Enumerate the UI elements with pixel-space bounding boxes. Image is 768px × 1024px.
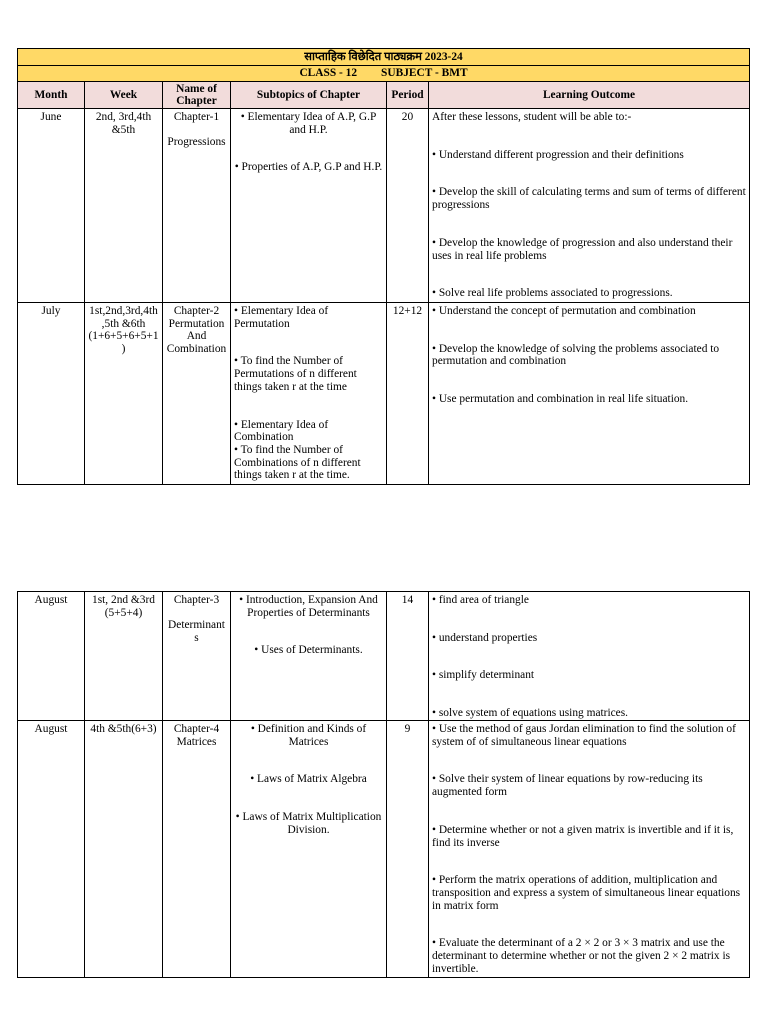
- subtopic-item: • To find the Number of Combinations of n different things taken r at the time.: [234, 443, 361, 482]
- month-cell: August: [18, 721, 85, 978]
- outcome-item: • solve system of equations using matrices.: [432, 707, 629, 720]
- column-header-month: Month: [18, 82, 85, 109]
- outcome-cell: [429, 592, 750, 721]
- outcome-cell: [429, 721, 750, 978]
- outcome-item: • Solve their system of linear equations by row-reducing its augmented form: [432, 773, 703, 799]
- column-header-row: [18, 82, 750, 109]
- column-header-chapter: Name of Chapter: [163, 82, 231, 109]
- period-cell: 12+12: [387, 303, 429, 485]
- subtopic-item: • Laws of Matrix Algebra: [250, 773, 367, 786]
- chapter-cell: [163, 303, 231, 485]
- chapter-name: Progressions: [167, 136, 226, 149]
- outcome-item: • Evaluate the determinant of a 2 × 2 or 3 × 3 matrix and use the determinant to determine whether or not the given 2 × 2 matrix is invertible.: [432, 937, 731, 975]
- outcome-item: • Develop the knowledge of progression and also understand their uses in real life problems: [432, 236, 733, 262]
- outcome-item: • Develop the skill of calculating terms and sum of terms of different progressions: [432, 186, 746, 212]
- month-cell: August: [18, 592, 85, 721]
- outcome-item: • understand properties: [432, 631, 538, 644]
- column-header-period: Period: [387, 82, 429, 109]
- outcome-item: • Understand the concept of permutation and combination: [432, 305, 696, 317]
- class-label: CLASS - 12: [299, 67, 358, 79]
- subtopic-item: • Properties of A.P, G.P and H.P.: [234, 161, 383, 174]
- week-cell: 1st, 2nd &3rd (5+5+4): [85, 592, 163, 721]
- outcome-intro: After these lessons, student will be able to:-: [432, 111, 632, 123]
- outcome-item: • find area of triangle: [432, 594, 529, 606]
- chapter-name: Permutation And Combination: [166, 317, 227, 356]
- period-cell: 14: [387, 592, 429, 721]
- row-june: [18, 109, 750, 303]
- title-row: [18, 49, 750, 66]
- chapter-name: Determinants: [168, 619, 225, 645]
- subtopic-item: • Elementary Idea of A.P, G.P and H.P.: [240, 111, 377, 136]
- subtopic-item: • Elementary Idea of Permutation: [234, 305, 329, 330]
- chapter-cell: [163, 109, 231, 303]
- column-header-outcome: Learning Outcome: [429, 82, 750, 109]
- month-cell: June: [18, 109, 85, 303]
- outcome-item: • simplify determinant: [432, 669, 535, 682]
- outcome-item: • Use the method of gaus Jordan elimination to find the solution of system of of simultaneous linear equations: [432, 723, 736, 748]
- subtopics-cell: [231, 303, 387, 485]
- week-cell: 2nd, 3rd,4th &5th: [85, 109, 163, 303]
- subtopic-item: • To find the Number of Permutations of n different things taken r at the time: [234, 355, 357, 393]
- subtopic-item: • Introduction, Expansion And Properties of Determinants: [239, 594, 378, 619]
- month-cell: July: [18, 303, 85, 485]
- class-subject-band: [18, 66, 750, 82]
- row-august-determinants: [18, 592, 750, 721]
- outcome-item: • Determine whether or not a given matrix is invertible and if it is, find its inverse: [432, 823, 734, 849]
- class-subject-row: [18, 66, 750, 82]
- period-cell: 9: [387, 721, 429, 978]
- week-cell: 1st,2nd,3rd,4th ,5th &6th (1+6+5+6+5+1 ): [85, 303, 163, 485]
- document-title: साप्ताहिक विछेदित पाठ्यक्रम 2023-24: [304, 50, 463, 63]
- column-header-subtopics: Subtopics of Chapter: [231, 82, 387, 109]
- subtopics-cell: [231, 721, 387, 978]
- row-august-matrices: [18, 721, 750, 978]
- row-july: [18, 303, 750, 485]
- subtopic-item: • Elementary Idea of Combination: [234, 418, 329, 444]
- subtopic-item: • Laws of Matrix Multiplication Division.: [235, 811, 382, 836]
- outcome-item: • Use permutation and combination in real life situation.: [432, 393, 689, 406]
- column-header-week: Week: [85, 82, 163, 109]
- chapter-number: Chapter-4: [173, 723, 220, 735]
- outcome-cell: [429, 303, 750, 485]
- outcome-item: • Perform the matrix operations of addition, multiplication and transposition and express a system of simultaneous linear equations in matrix form: [432, 874, 741, 912]
- outcome-item: • Solve real life problems associated to progressions.: [432, 287, 673, 300]
- chapter-number: Chapter-2: [173, 305, 220, 317]
- period-cell: 20: [387, 109, 429, 303]
- outcome-cell: [429, 109, 750, 303]
- chapter-cell: [163, 592, 231, 721]
- syllabus-table-bottom: [17, 591, 750, 978]
- outcome-item: • Develop the knowledge of solving the problems associated to permutation and combination: [432, 342, 720, 368]
- chapter-cell: [163, 721, 231, 978]
- syllabus-table-top: [17, 48, 750, 485]
- chapter-number: Chapter-1: [173, 111, 220, 123]
- outcome-item: • Understand different progression and their definitions: [432, 148, 684, 161]
- chapter-number: Chapter-3: [173, 594, 220, 606]
- subtopic-item: • Uses of Determinants.: [254, 644, 363, 657]
- subtopics-cell: [231, 109, 387, 303]
- document-title-band: [18, 49, 750, 66]
- chapter-name: Matrices: [176, 735, 217, 748]
- subtopic-item: • Definition and Kinds of Matrices: [250, 723, 367, 748]
- week-cell: 4th &5th(6+3): [85, 721, 163, 978]
- subtopics-cell: [231, 592, 387, 721]
- subject-label: SUBJECT - BMT: [381, 67, 468, 79]
